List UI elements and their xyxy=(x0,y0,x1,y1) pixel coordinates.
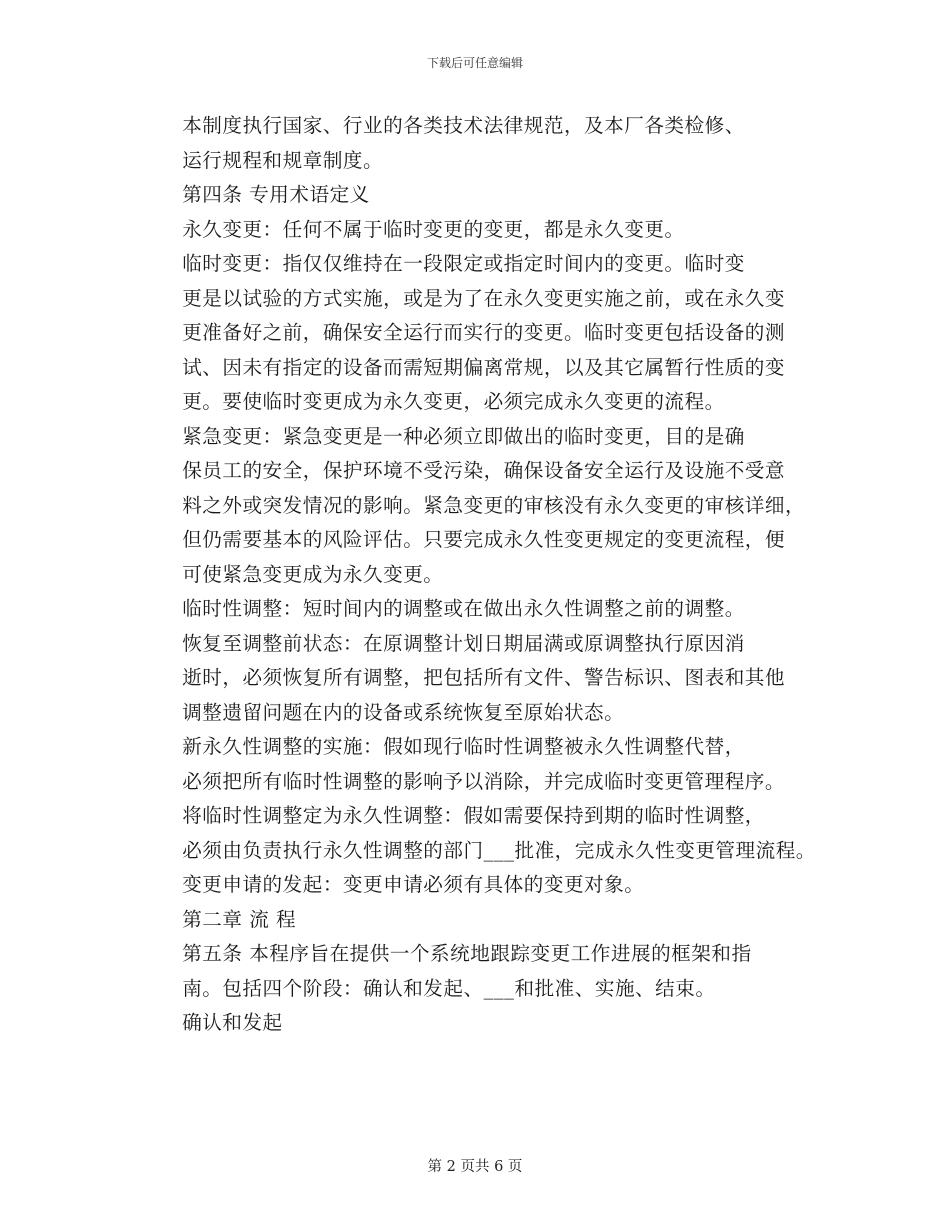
chapter-heading: 第二章 流 程 xyxy=(182,907,297,931)
paragraph: 第五条 本程序旨在提供一个系统地跟踪变更工作进展的框架和指 南。包括四个阶段：确认和发起、___和批准、实施、结束。 xyxy=(182,942,752,1000)
paragraph: 将临时性调整定为永久性调整：假如需要保持到期的临时性调整， 必须由负责执行永久性调整的部门___批准，完成永久性变更管理流程。 xyxy=(182,804,816,862)
section-heading: 第四条 专用术语定义 xyxy=(182,183,370,206)
paragraph: 新永久性调整的实施：假如现行临时性调整被永久性调整代替， 必须把所有临时性调整的影响予以消除，并完成临时变更管理程序。 xyxy=(182,735,785,793)
document-body xyxy=(143,109,823,1041)
paragraph: 本制度执行国家、行业的各类技术法律规范，及本厂各类检修、 运行规程和规章制度。 xyxy=(182,114,745,172)
paragraph: 恢复至调整前状态：在原调整计划日期届满或原调整执行原因消 逝时，必须恢复所有调整，把包括所有文件、警告标识、图表和其他 调整遗留问题在内的设备或系统恢复至原始状态。 xyxy=(182,631,785,724)
paragraph: 变更申请的发起：变更申请必须有具体的变更对象。 xyxy=(182,873,645,896)
page-header: 下载后可任意编辑 xyxy=(426,56,523,70)
paragraph: 临时性调整：短时间内的调整或在做出永久性调整之前的调整。 xyxy=(182,597,745,620)
page-footer: 第 2 页共 6 页 xyxy=(427,1159,523,1175)
paragraph: 永久变更：任何不属于临时变更的变更，都是永久变更。 xyxy=(182,217,685,241)
paragraph: 临时变更：指仅仅维持在一段限定或指定时间内的变更。临时变 更是以试验的方式实施，或是为了在永久变更实施之前，或在永久变 更准备好之前，确保安全运行而实行的变更。临时变更包括设备的测 试、因未有指定的设备而需短期偏离常规，以及其它属暂行性质的变 更。要使临时变更成为永久变更，必须完成永久变更的流程。 xyxy=(182,252,785,413)
paragraph: 紧急变更：紧急变更是一种必须立即做出的临时变更，目的是确 保员工的安全，保护环境不受污染，确保设备安全运行及设施不受意 料之外或突发情况的影响。紧急变更的审核没有永久变更的审核详细， 但仍需要基本的风险评估。只要完成永久性变更规定的变更流程，便 可使紧急变更成为永久变更。 xyxy=(182,424,806,586)
subsection-heading: 确认和发起 xyxy=(182,1011,283,1034)
